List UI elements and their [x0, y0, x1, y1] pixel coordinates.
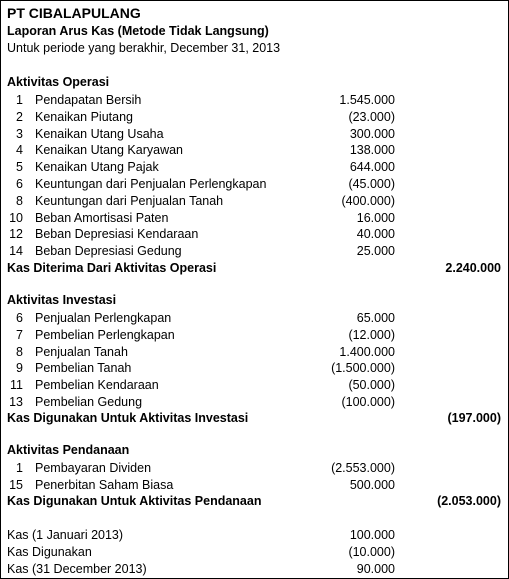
- item-number: 14: [9, 244, 23, 259]
- item-amount: 1.400.000: [339, 344, 395, 359]
- item-amount: (45.000): [348, 177, 395, 191]
- kas-row: [1, 561, 508, 577]
- kas-amount: 90.000: [356, 562, 395, 576]
- line-item: [1, 460, 508, 476]
- kas-amount: 100.000: [349, 528, 395, 542]
- line-item: [1, 477, 508, 493]
- item-amount: (12.000): [348, 327, 395, 342]
- report-period: Untuk periode yang berakhir, December 31, 2013: [7, 41, 281, 55]
- item-number: 13: [9, 395, 23, 409]
- item-number: 3: [16, 126, 23, 141]
- item-label: Pendapatan Bersih: [35, 93, 142, 107]
- item-label: Beban Amortisasi Paten: [35, 210, 169, 225]
- line-item: [1, 176, 508, 192]
- item-number: 1: [16, 461, 23, 475]
- item-number: 6: [16, 177, 23, 191]
- item-label: Penjualan Perlengkapan: [35, 311, 172, 325]
- item-amount: 138.000: [349, 143, 395, 158]
- item-number: 1: [16, 93, 23, 107]
- item-label: Pembelian Kendaraan: [35, 378, 159, 393]
- item-amount: (100.000): [341, 395, 395, 409]
- item-label: Keuntungan dari Penjualan Tanah: [35, 193, 224, 208]
- total-label: Kas Digunakan Untuk Aktivitas Investasi: [7, 411, 249, 425]
- kas-label: Kas Digunakan: [7, 545, 92, 559]
- item-label: Penjualan Tanah: [35, 344, 128, 359]
- item-amount: 644.000: [349, 160, 395, 175]
- line-item: [1, 159, 508, 175]
- line-item: [1, 142, 508, 158]
- item-label: Kenaikan Utang Karyawan: [35, 143, 184, 158]
- line-item: [1, 92, 508, 108]
- section-heading-investasi: Aktivitas Investasi: [7, 293, 117, 307]
- item-number: 15: [9, 477, 23, 492]
- line-item: [1, 109, 508, 125]
- item-amount: 25.000: [356, 244, 395, 259]
- item-number: 11: [10, 378, 23, 393]
- total-label: Kas Diterima Dari Aktivitas Operasi: [7, 261, 217, 275]
- item-number: 10: [9, 210, 23, 225]
- kas-amount: (10.000): [348, 545, 395, 559]
- line-item: [1, 344, 508, 360]
- item-label: Beban Depresiasi Kendaraan: [35, 227, 199, 242]
- item-label: Keuntungan dari Penjualan Perlengkapan: [35, 177, 267, 191]
- item-label: Beban Depresiasi Gedung: [35, 244, 182, 259]
- item-label: Kenaikan Utang Usaha: [35, 126, 164, 141]
- item-amount: 65.000: [356, 311, 395, 325]
- item-amount: 300.000: [349, 126, 395, 141]
- item-label: Penerbitan Saham Biasa: [35, 477, 174, 492]
- item-number: 2: [16, 109, 23, 124]
- line-item: [1, 210, 508, 226]
- item-label: Pembayaran Dividen: [35, 461, 152, 475]
- item-amount: (50.000): [348, 378, 395, 393]
- item-amount: 40.000: [356, 227, 395, 242]
- item-number: 8: [16, 344, 23, 359]
- item-number: 5: [16, 160, 23, 175]
- section-heading-pendanaan: Aktivitas Pendanaan: [7, 443, 130, 457]
- total-amount: 2.240.000: [445, 261, 501, 275]
- total-amount: (2.053.000): [437, 494, 501, 508]
- line-item: [1, 193, 508, 209]
- report-title: Laporan Arus Kas (Metode Tidak Langsung): [7, 24, 269, 38]
- kas-label: Kas (1 Januari 2013): [7, 528, 124, 542]
- item-number: 9: [16, 361, 23, 376]
- item-number: 7: [16, 327, 23, 342]
- total-label: Kas Digunakan Untuk Aktivitas Pendanaan: [7, 494, 262, 508]
- total-row-investasi: [1, 410, 508, 426]
- total-row-operasi: [1, 260, 508, 276]
- kas-row: [1, 544, 508, 560]
- item-number: 12: [9, 227, 23, 242]
- item-label: Kenaikan Piutang: [35, 109, 133, 124]
- total-amount: (197.000): [447, 411, 501, 425]
- item-amount: 500.000: [349, 477, 395, 492]
- item-number: 6: [16, 311, 23, 325]
- total-row-pendanaan: [1, 493, 508, 509]
- line-item: [1, 310, 508, 326]
- item-amount: 16.000: [356, 210, 395, 225]
- item-label: Kenaikan Utang Pajak: [35, 160, 159, 175]
- line-item: [1, 360, 508, 376]
- line-item: [1, 377, 508, 393]
- item-amount: (2.553.000): [331, 461, 395, 475]
- item-number: 8: [16, 193, 23, 208]
- line-item: [1, 243, 508, 259]
- line-item: [1, 126, 508, 142]
- line-item: [1, 226, 508, 242]
- section-heading-operasi: Aktivitas Operasi: [7, 75, 110, 89]
- company-name: PT CIBALAPULANG: [7, 5, 141, 21]
- item-amount: 1.545.000: [339, 93, 395, 107]
- item-label: Pembelian Tanah: [35, 361, 132, 376]
- line-item: [1, 394, 508, 410]
- line-item: [1, 327, 508, 343]
- item-amount: (23.000): [348, 109, 395, 124]
- kas-row: [1, 527, 508, 543]
- item-label: Pembelian Gedung: [35, 395, 143, 409]
- kas-label: Kas (31 December 2013): [7, 562, 147, 576]
- item-amount: (400.000): [341, 193, 395, 208]
- item-label: Pembelian Perlengkapan: [35, 327, 175, 342]
- item-amount: (1.500.000): [331, 361, 395, 376]
- item-number: 4: [16, 143, 23, 158]
